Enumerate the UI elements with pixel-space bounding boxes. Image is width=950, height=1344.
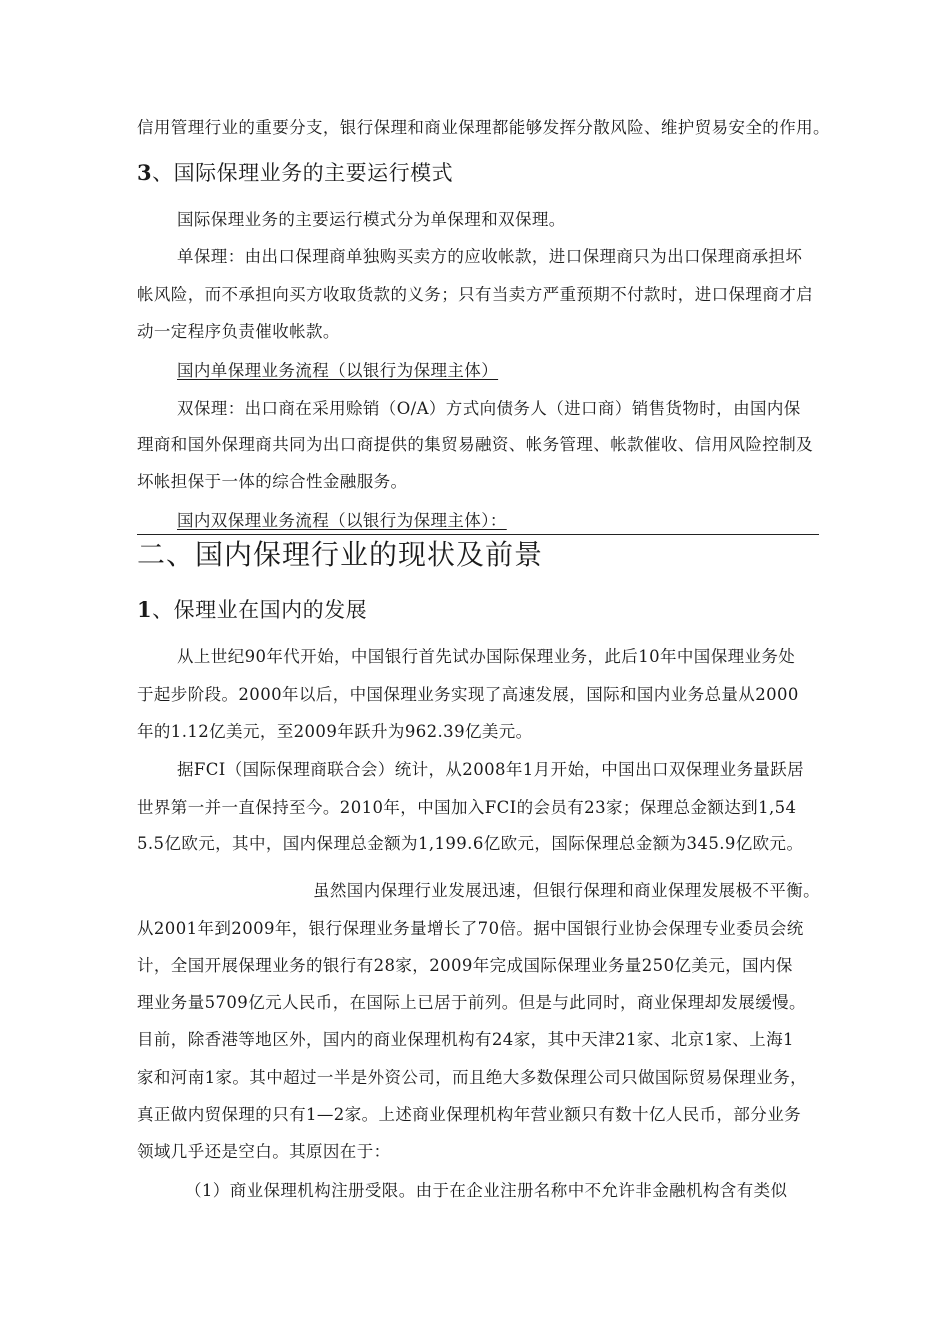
section-title: 、保理业在国内的发展 <box>152 598 368 622</box>
paragraph-line: 世界第一并一直保持至今。2010年，中国加入FCI的会员有23家；保理总金额达到1,54 <box>137 798 797 817</box>
figure-caption-single-factoring: 国内单保理业务流程（以银行为保理主体） <box>177 361 499 380</box>
section-title: 、国际保理业务的主要运行模式 <box>152 161 454 185</box>
paragraph-line: 据FCI（国际保理商联合会）统计，从2008年1月开始，中国出口双保理业务量跃居 <box>177 760 805 779</box>
paragraph-line: （1）商业保理机构注册受限。由于在企业注册名称中不允许非金融机构含有类似 <box>185 1181 788 1200</box>
paragraph-line: 从2001年到2009年，银行保理业务量增长了70倍。据中国银行业协会保理专业委员会统 <box>137 919 804 938</box>
paragraph-line: 单保理：由出口保理商单独购买卖方的应收帐款，进口保理商只为出口保理商承担坏 <box>177 247 803 266</box>
paragraph-line: 帐风险，而不承担向买方收取货款的义务；只有当卖方严重预期不付款时，进口保理商才启 <box>137 285 813 304</box>
paragraph-line: 家和河南1家。其中超过一半是外资公司，而且绝大多数保理公司只做国际贸易保理业务， <box>137 1068 807 1087</box>
paragraph-line: 从上世纪90年代开始，中国银行首先试办国际保理业务，此后10年中国保理业务处 <box>177 647 796 666</box>
figure-caption-double-factoring: 国内双保理业务流程（以银行为保理主体）： <box>177 511 507 530</box>
section-number: 1 <box>137 597 153 622</box>
paragraph-line: 信用管理行业的重要分支，银行保理和商业保理都能够发挥分散风险、维护贸易安全的作用。 <box>137 118 830 137</box>
paragraph-line: 真正做内贸保理的只有1—2家。上述商业保理机构年营业额只有数十亿人民币，部分业务 <box>137 1105 801 1124</box>
paragraph-line: 理商和国外保理商共同为出口商提供的集贸易融资、帐务管理、帐款催收、信用风险控制及 <box>137 435 813 454</box>
paragraph-line: 领域几乎还是空白。其原因在于： <box>137 1142 391 1161</box>
section-number: 3 <box>137 160 153 185</box>
paragraph-line: 于起步阶段。2000年以后，中国保理业务实现了高速发展，国际和国内业务总量从2000 <box>137 685 799 704</box>
paragraph-line: 虽然国内保理行业发展迅速，但银行保理和商业保理发展极不平衡。 <box>313 881 820 900</box>
paragraph-line: 动一定程序负责催收帐款。 <box>137 322 340 341</box>
paragraph-line: 计，全国开展保理业务的银行有28家，2009年完成国际保理业务量250亿美元，国内保 <box>137 956 793 975</box>
paragraph-line: 国际保理业务的主要运行模式分为单保理和双保理。 <box>177 210 566 229</box>
paragraph-line: 双保理：出口商在采用赊销（O/A）方式向债务人（进口商）销售货物时，由国内保 <box>177 399 801 418</box>
section-heading-1 <box>137 596 367 624</box>
paragraph-line: 目前，除香港等地区外，国内的商业保理机构有24家，其中天津21家、北京1家、上海1 <box>137 1030 794 1049</box>
paragraph-line: 5.5亿欧元，其中，国内保理总金额为1,199.6亿欧元，国际保理总金额为345.9亿欧元。 <box>137 834 804 853</box>
paragraph-line: 理业务量5709亿元人民币，在国际上已居于前列。但是与此同时，商业保理却发展缓慢。 <box>137 993 806 1012</box>
section-heading-3 <box>137 159 453 187</box>
horizontal-divider <box>137 534 819 535</box>
paragraph-line: 年的1.12亿美元，至2009年跃升为962.39亿美元。 <box>137 722 533 741</box>
paragraph-line: 坏帐担保于一体的综合性金融服务。 <box>137 472 408 491</box>
part-heading: 二、国内保理行业的现状及前景 <box>137 538 544 571</box>
